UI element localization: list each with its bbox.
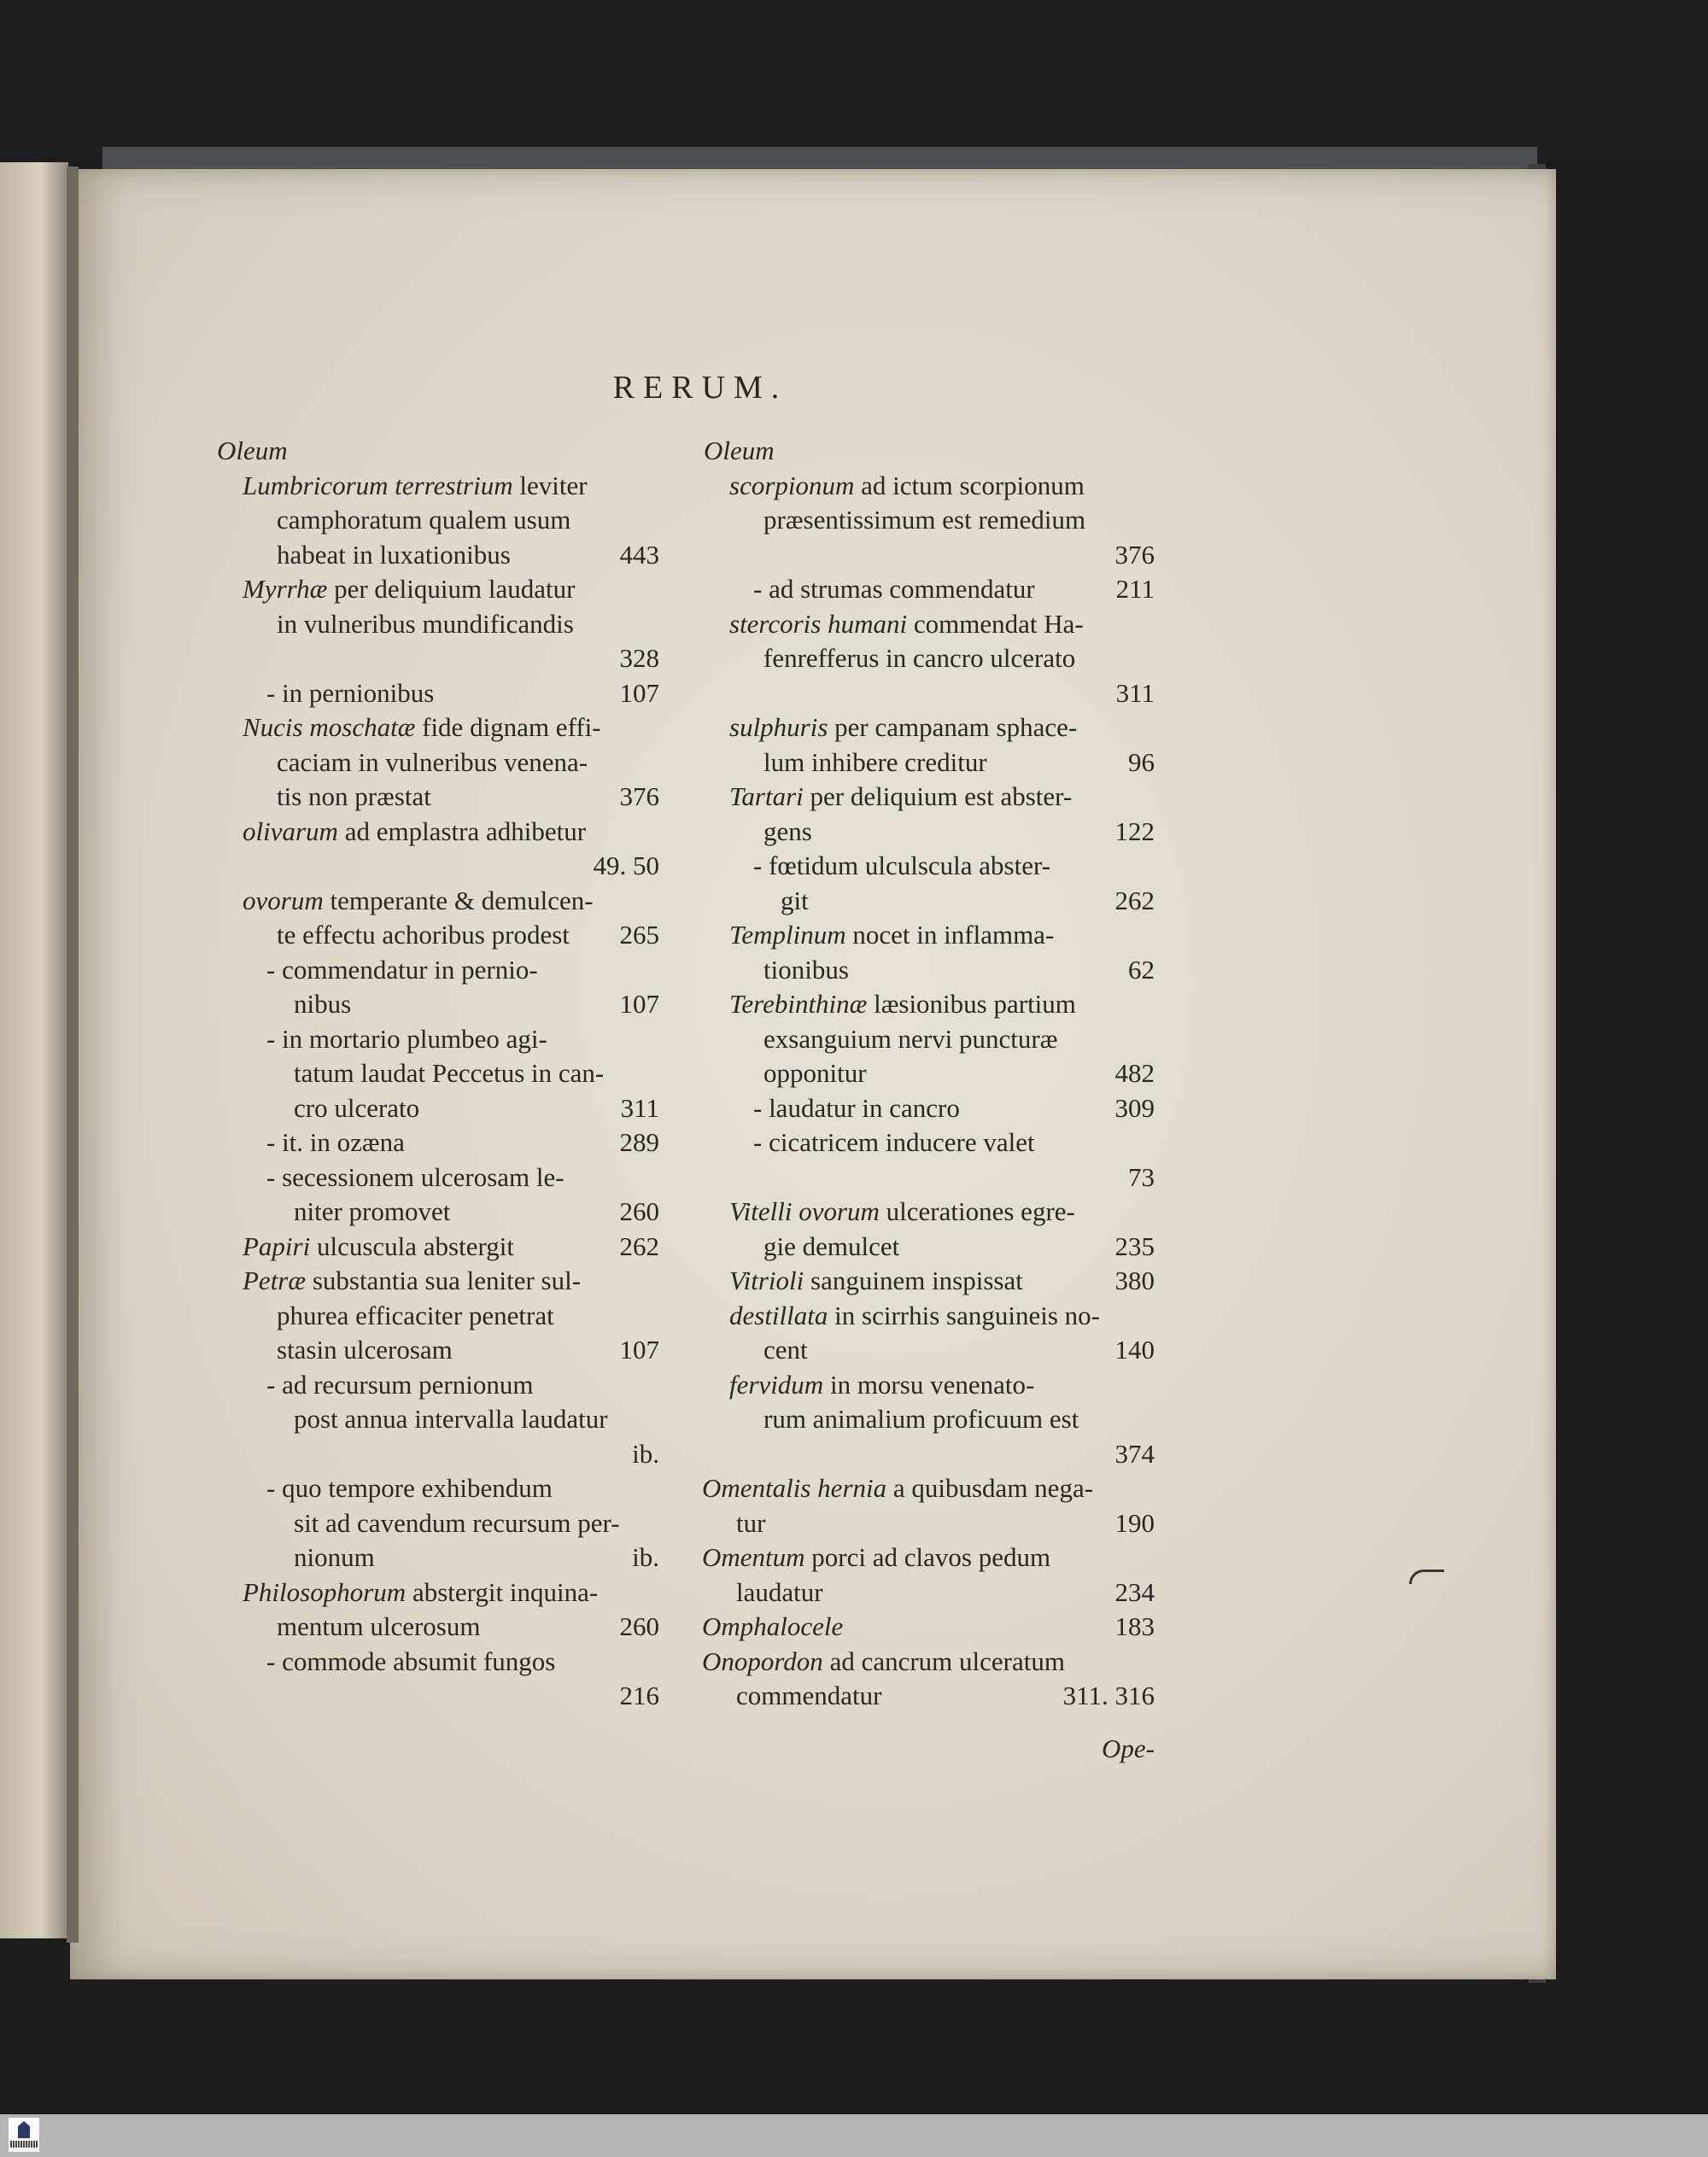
index-entry	[702, 1610, 1155, 1645]
index-entry	[702, 1368, 1155, 1472]
running-header: RERUM.	[612, 370, 788, 406]
page-reference: 73	[1128, 1161, 1155, 1192]
index-entry	[702, 987, 1155, 1091]
entry-text-line: fervidum in morsu venenato-	[729, 1369, 1035, 1400]
page-reference: 328	[619, 643, 659, 673]
entry-text-line: scorpionum ad ictum scorpionum	[729, 470, 1085, 500]
page-reference: 482	[1114, 1058, 1155, 1088]
page-reference: 183	[1114, 1611, 1155, 1641]
index-entry	[702, 710, 1155, 780]
entry-text-line: ovorum temperante & demulcen-	[243, 885, 594, 915]
index-entry	[702, 1540, 1155, 1610]
entry-text-line: - laudatur in cancro 309	[729, 1091, 1155, 1126]
page-reference: 262	[1114, 885, 1155, 915]
entry-text-line: niter promovet 260	[243, 1195, 659, 1230]
page-reference: 376	[1114, 539, 1155, 570]
entry-text-line: - quo tempore exhibendum	[266, 1473, 553, 1503]
index-entry	[702, 1264, 1155, 1299]
index-entry	[702, 1091, 1155, 1126]
entry-text-line: Vitrioli sanguinem inspissat 380	[729, 1264, 1155, 1299]
page-reference: 311. 316	[1062, 1681, 1155, 1710]
entry-text-line: lum inhibere creditur 96	[729, 745, 1155, 780]
index-entry	[215, 1471, 659, 1575]
page-reference: 107	[619, 1335, 659, 1365]
entry-text-line: olivarum ad emplastra adhibetur	[243, 815, 587, 846]
scan-backdrop	[0, 0, 1708, 158]
page-reference: 96	[1128, 746, 1155, 777]
entry-text-line: Omentalis hernia a quibusdam nega-	[702, 1473, 1094, 1503]
entry-text-line: nibus 107	[243, 987, 659, 1022]
page-reference: 260	[619, 1196, 659, 1226]
page-reference: 265	[619, 920, 659, 950]
entry-text-line: destillata in scirrhis sanguineis no-	[729, 1300, 1100, 1330]
entry-text-line: - ad recursum pernionum	[266, 1369, 534, 1400]
entry-text-line: rum animalium proficuum est	[763, 1404, 1079, 1434]
spine-shadow	[67, 167, 79, 1943]
entry-text-line: habeat in luxationibus 443	[243, 538, 659, 573]
entry-text-line: camphoratum qualem usum	[277, 505, 571, 535]
index-entry	[215, 815, 659, 884]
page-reference: 62	[1128, 954, 1155, 985]
page-reference: 216	[619, 1681, 659, 1710]
entry-text-line: Petræ substantia sua leniter sul-	[243, 1266, 582, 1295]
page-reference: 234	[1114, 1576, 1155, 1607]
entry-text-line: commendatur 311. 316	[702, 1679, 1155, 1714]
page-reference: 380	[1114, 1266, 1155, 1295]
entry-text-line: - commendatur in pernio-	[266, 954, 538, 985]
entry-text-line: stercoris humani commendat Ha-	[729, 608, 1084, 639]
index-entry	[702, 1195, 1155, 1264]
entry-text-line: fenrefferus in cancro ulcerato	[763, 643, 1076, 673]
index-entry	[702, 780, 1155, 849]
entry-text-line: Vitelli ovorum ulcerationes egre-	[729, 1196, 1075, 1226]
page-reference: 443	[619, 539, 659, 570]
entry-text-line: sulphuris per campanam sphace-	[729, 712, 1078, 742]
page-reference: 309	[1114, 1092, 1155, 1123]
index-entry	[215, 884, 659, 953]
facing-page-edge	[0, 162, 68, 1938]
index-entry	[702, 572, 1155, 607]
catchword: Ope-	[1102, 1733, 1155, 1763]
entry-text-line: cent 140	[729, 1333, 1155, 1368]
index-entry	[215, 1575, 659, 1645]
viewer-footer-bar	[0, 2114, 1708, 2157]
entry-text-line: mentum ulcerosum 260	[243, 1610, 659, 1645]
entry-text-line: Philosophorum abstergit inquina-	[243, 1576, 599, 1607]
entry-text-line: stasin ulcerosam 107	[243, 1333, 659, 1368]
index-entry	[702, 469, 1155, 573]
entry-text-line: Lumbricorum terrestrium leviter	[243, 470, 588, 500]
entry-text-line: tatum laudat Peccetus in can-	[294, 1058, 605, 1088]
entry-text-line: te effectu achoribus prodest 265	[243, 918, 659, 953]
index-entry	[215, 676, 659, 711]
entry-text-line: præsentissimum est remedium	[763, 505, 1086, 535]
entry-text-line: gens 122	[729, 815, 1155, 850]
entry-text-line: Tartari per deliquium est abster-	[729, 781, 1073, 811]
index-entry	[215, 1160, 659, 1230]
entry-text-line: - it. in ozæna 289	[243, 1125, 659, 1160]
index-entry	[215, 1125, 659, 1160]
entry-text-line: tur 190	[702, 1506, 1155, 1541]
entry-text-line: post annua intervalla laudatur	[294, 1404, 608, 1434]
entry-text-line: cro ulcerato 311	[243, 1091, 659, 1126]
index-entry	[215, 572, 659, 676]
entry-text-line: exsanguium nervi puncturæ	[763, 1023, 1058, 1054]
index-entry	[215, 1264, 659, 1368]
index-entry	[702, 1299, 1155, 1368]
entry-text-line: Templinum nocet in inflamma-	[729, 920, 1055, 950]
library-logo-icon[interactable]	[9, 2118, 39, 2152]
entry-text-line: in vulneribus mundificandis	[277, 608, 574, 639]
page-reference: 289	[619, 1127, 659, 1157]
entry-text-line: Omentum porci ad clavos pedum	[702, 1542, 1051, 1572]
entry-text-line: Myrrhæ per deliquium laudatur	[243, 574, 576, 604]
entry-text-line: Nucis moschatæ fide dignam effi-	[243, 712, 601, 742]
index-entry	[215, 469, 659, 573]
column-heading: Oleum	[217, 435, 288, 465]
index-entry	[702, 849, 1155, 918]
entry-text-line: - cicatricem inducere valet	[753, 1127, 1035, 1157]
page-reference: 140	[1114, 1335, 1155, 1365]
entry-text-line: - ad strumas commendatur 211	[729, 572, 1155, 607]
column-heading: Oleum	[704, 435, 775, 465]
entry-text-line: sit ad cavendum recursum per-	[294, 1507, 620, 1538]
entry-text-line: phurea efficaciter penetrat	[277, 1300, 554, 1330]
page-reference: 235	[1114, 1230, 1155, 1261]
index-entry	[215, 1230, 659, 1265]
entry-list	[702, 469, 1155, 1714]
entry-text-line: - commode absumit fungos	[266, 1646, 556, 1676]
page-reference: 49. 50	[593, 851, 659, 880]
index-column-left	[215, 434, 659, 1714]
page-reference: 122	[1114, 815, 1155, 846]
index-entry	[215, 1022, 659, 1126]
page-reference: 374	[1114, 1438, 1155, 1469]
entry-list	[215, 469, 659, 1714]
entry-text-line: laudatur 234	[702, 1575, 1155, 1610]
entry-text-line: opponitur 482	[729, 1056, 1155, 1091]
page-reference: 107	[619, 989, 659, 1019]
entry-text-line: tionibus 62	[729, 953, 1155, 988]
page-reference: 262	[619, 1230, 659, 1261]
page-reference: ib.	[632, 1438, 659, 1469]
index-column-right	[702, 434, 1155, 1714]
page-reference: ib.	[632, 1542, 659, 1572]
entry-text-line: - in mortario plumbeo agi-	[266, 1023, 547, 1054]
entry-text-line: Terebinthinæ læsionibus partium	[729, 989, 1076, 1019]
index-entry	[215, 1645, 659, 1714]
entry-text-line: Omphalocele 183	[702, 1610, 1155, 1645]
entry-text-line: Papiri ulcuscula abstergit 262	[243, 1230, 659, 1265]
entry-text-line: Onopordon ad cancrum ulceratum	[702, 1646, 1065, 1676]
entry-text-line: - fœtidum ulculscula abster-	[753, 851, 1051, 880]
index-entry	[702, 1645, 1155, 1714]
index-entry	[702, 1471, 1155, 1540]
entry-text-line: - secessionem ulcerosam le-	[266, 1161, 564, 1192]
page-reference: 211	[1115, 574, 1155, 604]
page-reference: 190	[1114, 1507, 1155, 1538]
index-entry	[702, 918, 1155, 987]
page-reference: 311	[1115, 677, 1155, 708]
index-entry	[215, 953, 659, 1022]
page-reference: 260	[619, 1611, 659, 1641]
page-reference: 107	[619, 677, 659, 708]
index-entry	[215, 710, 659, 815]
page-reference: 311	[620, 1092, 659, 1123]
index-entry	[702, 607, 1155, 711]
index-entry	[215, 1368, 659, 1472]
entry-text-line: gie demulcet 235	[729, 1230, 1155, 1265]
entry-text-line: git 262	[729, 884, 1155, 919]
ink-mark	[1409, 1570, 1444, 1584]
page-reference: 376	[619, 781, 659, 811]
entry-text-line: - in pernionibus 107	[243, 676, 659, 711]
index-entry	[702, 1125, 1155, 1195]
entry-text-line: caciam in vulneribus venena-	[277, 746, 588, 777]
entry-text-line: tis non præstat 376	[243, 780, 659, 815]
entry-text-line: nionum ib.	[243, 1540, 659, 1575]
